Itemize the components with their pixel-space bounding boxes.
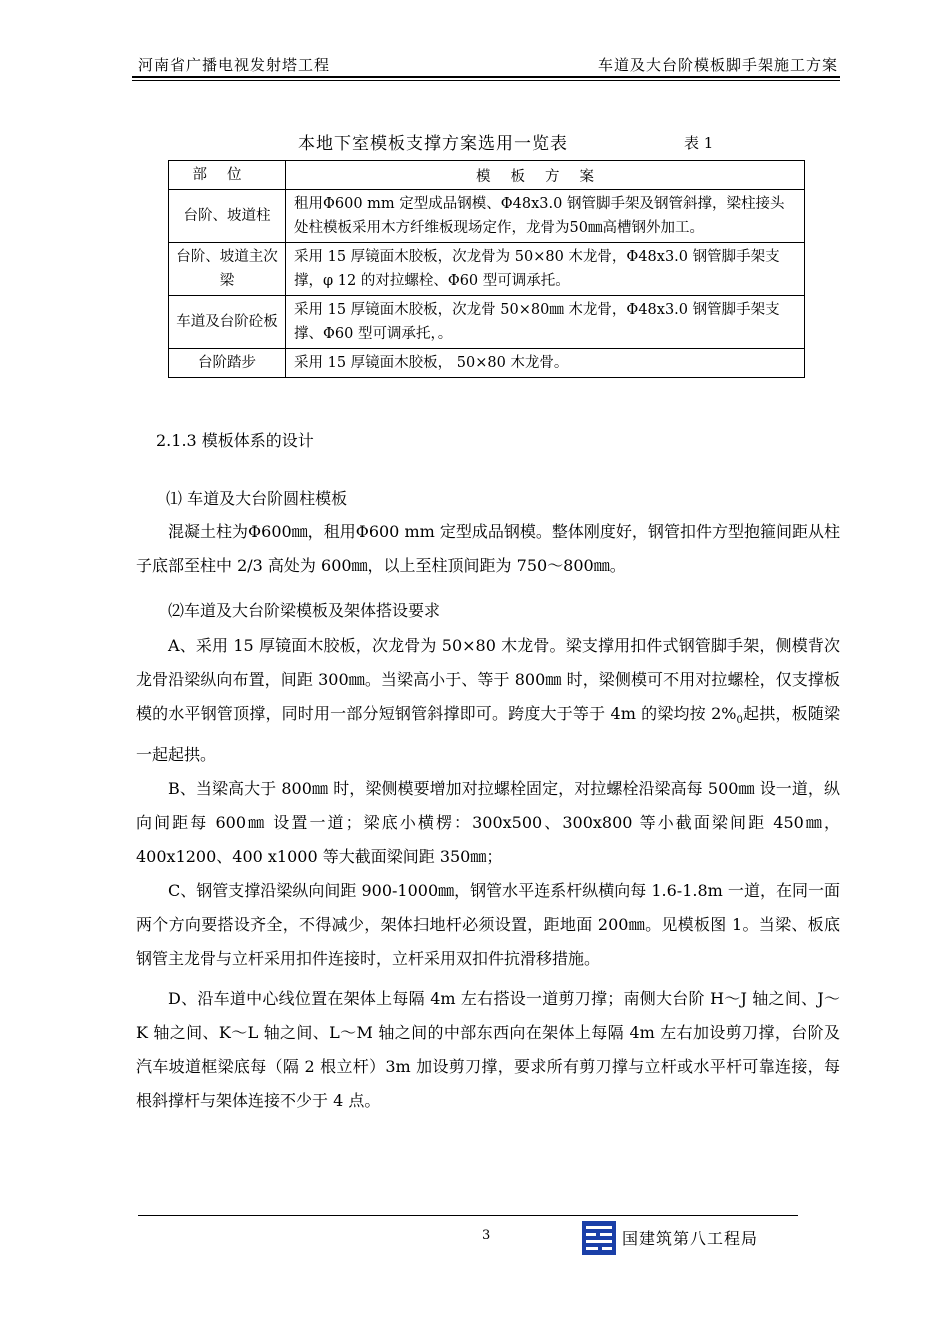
header-document-title: 车道及大台阶模板脚手架施工方案 [597, 56, 838, 74]
subsection-heading-1: ⑴ 车道及大台阶圆柱模板 [166, 489, 348, 508]
row-scheme: 采用 15 厚镜面木胶板，次龙骨为 50×80 木龙骨，Φ48x3.0 钢管脚手架支撑，φ 12 的对拉螺栓、Φ60 型可调承托。 [286, 243, 805, 296]
paragraph-a-tail: 起拱，板随梁一起起拱。 [136, 704, 840, 765]
row-position: 台阶踏步 [169, 349, 286, 378]
column-header-position: 部位 [169, 161, 286, 190]
header-project-name: 河南省广播电视发射塔工程 [138, 56, 331, 74]
page-number: 3 [482, 1228, 491, 1243]
paragraph-b: B、当梁高大于 800㎜ 时，梁侧模要增加对拉螺栓固定，对拉螺栓沿梁高每 500㎜ 设一道，纵向间距每 600㎜ 设置一道；梁底小横楞：300x500、300x800 等小截面梁间距 450㎜，400x1200、400 x1000 等大截面梁间距 350㎜； [136, 779, 840, 867]
paragraph-d: D、沿车道中心线位置在架体上每隔 4m 左右搭设一道剪刀撑；南侧大台阶 H～J 轴之间、J～K 轴之间、K～L 轴之间、L～M 轴之间的中部东西向在架体上每隔 4m 左右加设剪刀撑，台阶及汽车坡道框梁底每（隔 2 根立杆）3m 加设剪刀撑，要求所有剪刀撑与立杆或水平杆可靠连接，每根斜撑杆与架体连接不少于 4 点。 [136, 989, 840, 1111]
table-row [169, 190, 805, 243]
table-number: 表 1 [684, 134, 714, 152]
table-title: 本地下室模板支撑方案选用一览表 [298, 134, 568, 154]
company-logo-icon [582, 1221, 616, 1255]
paragraph-a-text: A、采用 15 厚镜面木胶板，次龙骨为 50×80 木龙骨。梁支撑用扣件式钢管脚手架，侧模背次龙骨沿梁纵向布置，间距 300㎜。当梁高小于、等于 800㎜ 时，梁侧模可不用对拉螺栓，仅支撑板模的水平钢管顶撑，同时用一部分短钢管斜撑即可。跨度大于等于 4m 的梁均按 2% [136, 636, 840, 723]
column-header-scheme: 模板方案 [286, 161, 805, 190]
section-heading: 2.1.3 模板体系的设计 [156, 431, 314, 450]
header-rule-thin [132, 80, 840, 81]
company-name: 国建筑第八工程局 [622, 1229, 759, 1248]
row-position: 台阶、坡道柱 [169, 190, 286, 243]
paragraph-a-subscript: 0 [736, 715, 743, 727]
paragraph-c: C、钢管支撑沿梁纵向间距 900-1000㎜，钢管水平连系杆纵横向每 1.6-1.8m 一道，在同一面两个方向要搭设齐全，不得减少，架体扫地杆必须设置，距地面 200㎜。见模板图 1。当梁、板底钢管主龙骨与立杆采用扣件连接时，立杆采用双扣件抗滑移措施。 [136, 881, 840, 969]
header-rule-thick [132, 76, 840, 78]
table-header-row [169, 161, 805, 190]
table-row [169, 349, 805, 378]
body-block-2 [136, 629, 840, 1118]
row-scheme: 租用Φ600 mm 定型成品钢模、Φ48x3.0 钢管脚手架及钢管斜撑，梁柱接头处柱模板采用木方纤维板现场定作，龙骨为50㎜高槽钢外加工。 [286, 190, 805, 243]
table-row [169, 296, 805, 349]
row-scheme: 采用 15 厚镜面木胶板， 50×80 木龙骨。 [286, 349, 805, 378]
paragraph-column-formwork: 混凝土柱为Φ600㎜，租用Φ600 mm 定型成品钢模。整体刚度好，钢管扣件方型抱箍间距从柱子底部至柱中 2/3 高处为 600㎜，以上至柱顶间距为 750～800㎜。 [136, 522, 840, 575]
table-row [169, 243, 805, 296]
formwork-plan-table [168, 160, 805, 378]
row-position: 台阶、坡道主次梁 [169, 243, 286, 296]
subsection-heading-2: ⑵车道及大台阶梁模板及架体搭设要求 [168, 601, 441, 620]
row-position: 车道及台阶砼板 [169, 296, 286, 349]
paragraph-a [136, 629, 840, 772]
row-scheme: 采用 15 厚镜面木胶板，次龙骨 50×80㎜ 木龙骨，Φ48x3.0 钢管脚手架支撑、Φ60 型可调承托，。 [286, 296, 805, 349]
footer-rule [138, 1215, 798, 1216]
body-block-1 [136, 515, 840, 583]
